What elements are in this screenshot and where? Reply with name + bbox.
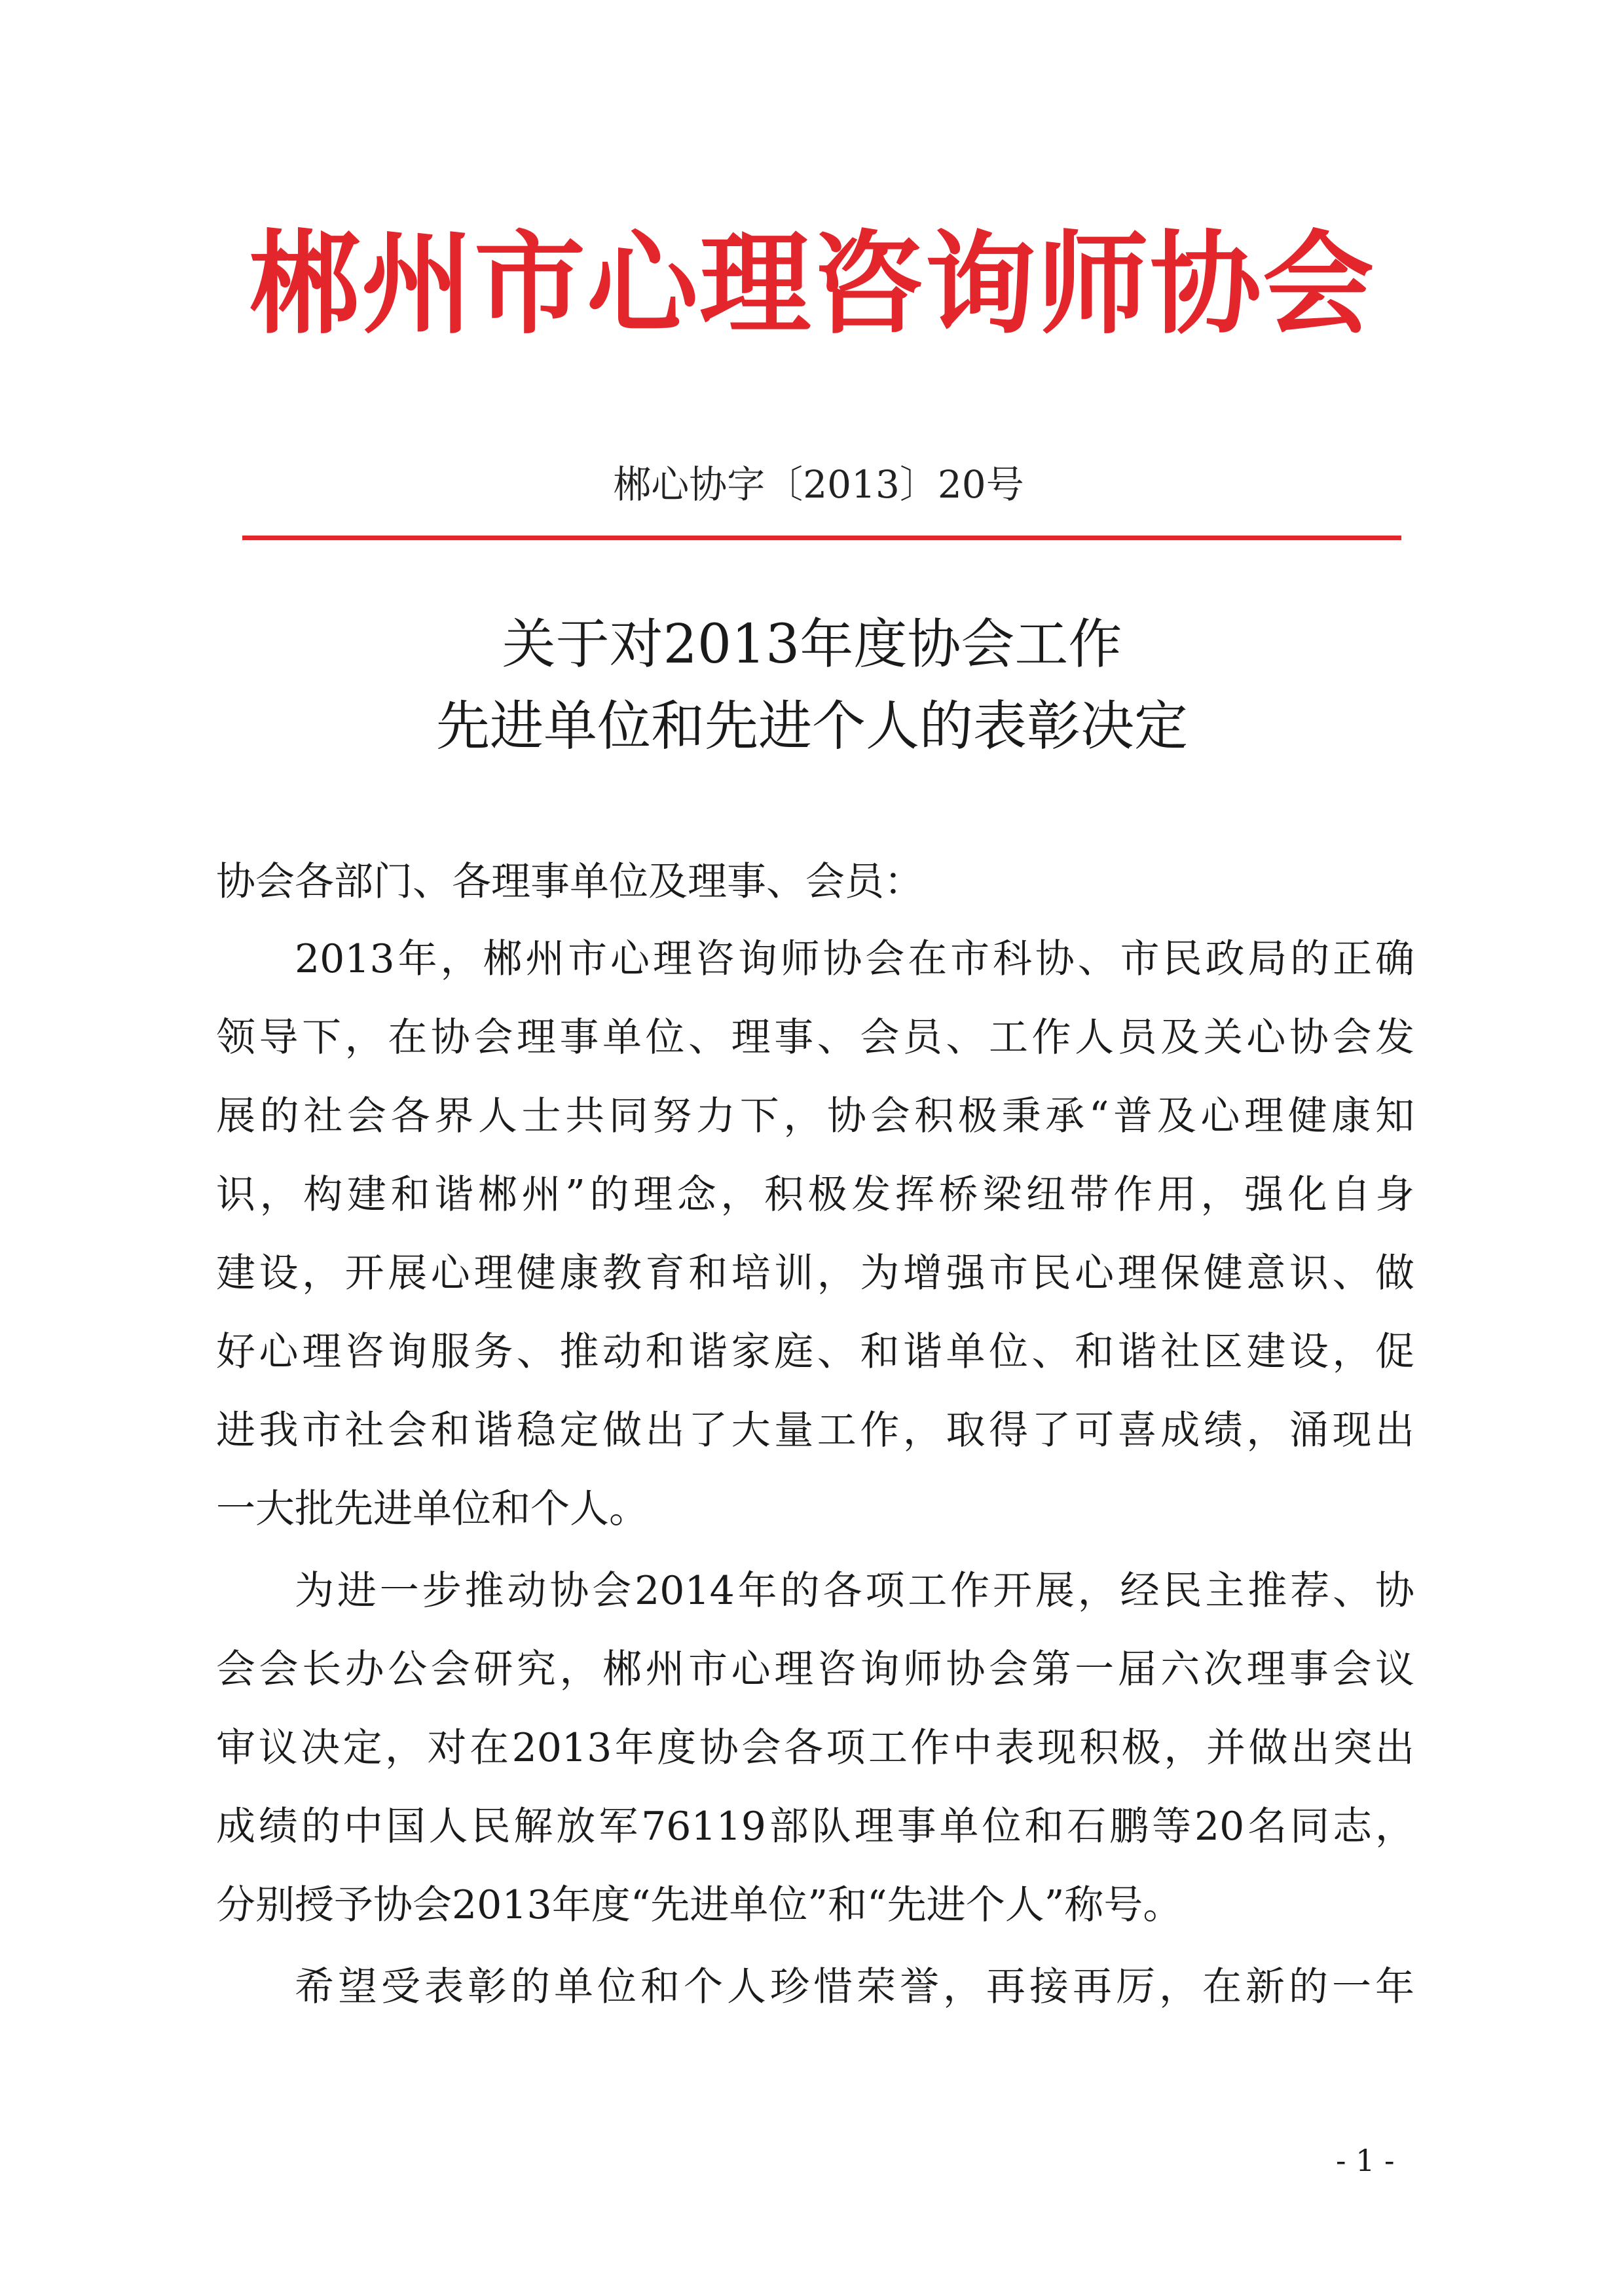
page-number: - 1 - (1336, 2143, 1395, 2178)
organization-letterhead: 郴州市心理咨询师协会 (248, 220, 1375, 350)
paragraph-1-line: 一大批先进单位和个人。 (216, 1486, 648, 1532)
paragraph-1-line: 展的社会各界人士共同努力下，协会积极秉承“普及心理健康知 (216, 1093, 1414, 1139)
paragraph-2-line: 审议决定，对在2013年度协会各项工作中表现积极，并做出突出 (216, 1725, 1414, 1771)
document-number: 郴心协字〔2013〕20号 (613, 462, 1024, 507)
paragraph-3-line: 希望受表彰的单位和个人珍惜荣誉，再接再厉，在新的一年 (295, 1964, 1414, 2010)
red-divider-line (242, 536, 1401, 540)
addressee-line: 协会各部门、各理事单位及理事、会员： (216, 859, 923, 905)
paragraph-1-line: 好心理咨询服务、推动和谐家庭、和谐单位、和谐社区建设，促 (216, 1329, 1414, 1375)
document-title-line-2: 先进单位和先进个人的表彰决定 (435, 695, 1188, 757)
paragraph-2-line: 分别授予协会2013年度“先进单位”和“先进个人”称号。 (216, 1882, 1183, 1928)
paragraph-1-line: 识，构建和谐郴州”的理念，积极发挥桥梁纽带作用，强化自身 (216, 1172, 1414, 1218)
document-title-line-1: 关于对2013年度协会工作 (502, 613, 1122, 676)
paragraph-2-line: 成绩的中国人民解放军76119部队理事单位和石鹏等20名同志， (216, 1804, 1414, 1850)
paragraph-2-line: 为进一步推动协会2014年的各项工作开展，经民主推荐、协 (295, 1568, 1414, 1614)
paragraph-2-line: 会会长办公会研究，郴州市心理咨询师协会第一届六次理事会议 (216, 1647, 1414, 1692)
paragraph-1-line: 进我市社会和谐稳定做出了大量工作，取得了可喜成绩，涌现出 (216, 1408, 1414, 1453)
paragraph-1-line: 建设，开展心理健康教育和培训，为增强市民心理保健意识、做 (216, 1250, 1414, 1296)
paragraph-1-line: 2013年，郴州市心理咨询师协会在市科协、市民政局的正确 (295, 936, 1414, 982)
paragraph-1-line: 领导下，在协会理事单位、理事、会员、工作人员及关心协会发 (216, 1015, 1414, 1061)
